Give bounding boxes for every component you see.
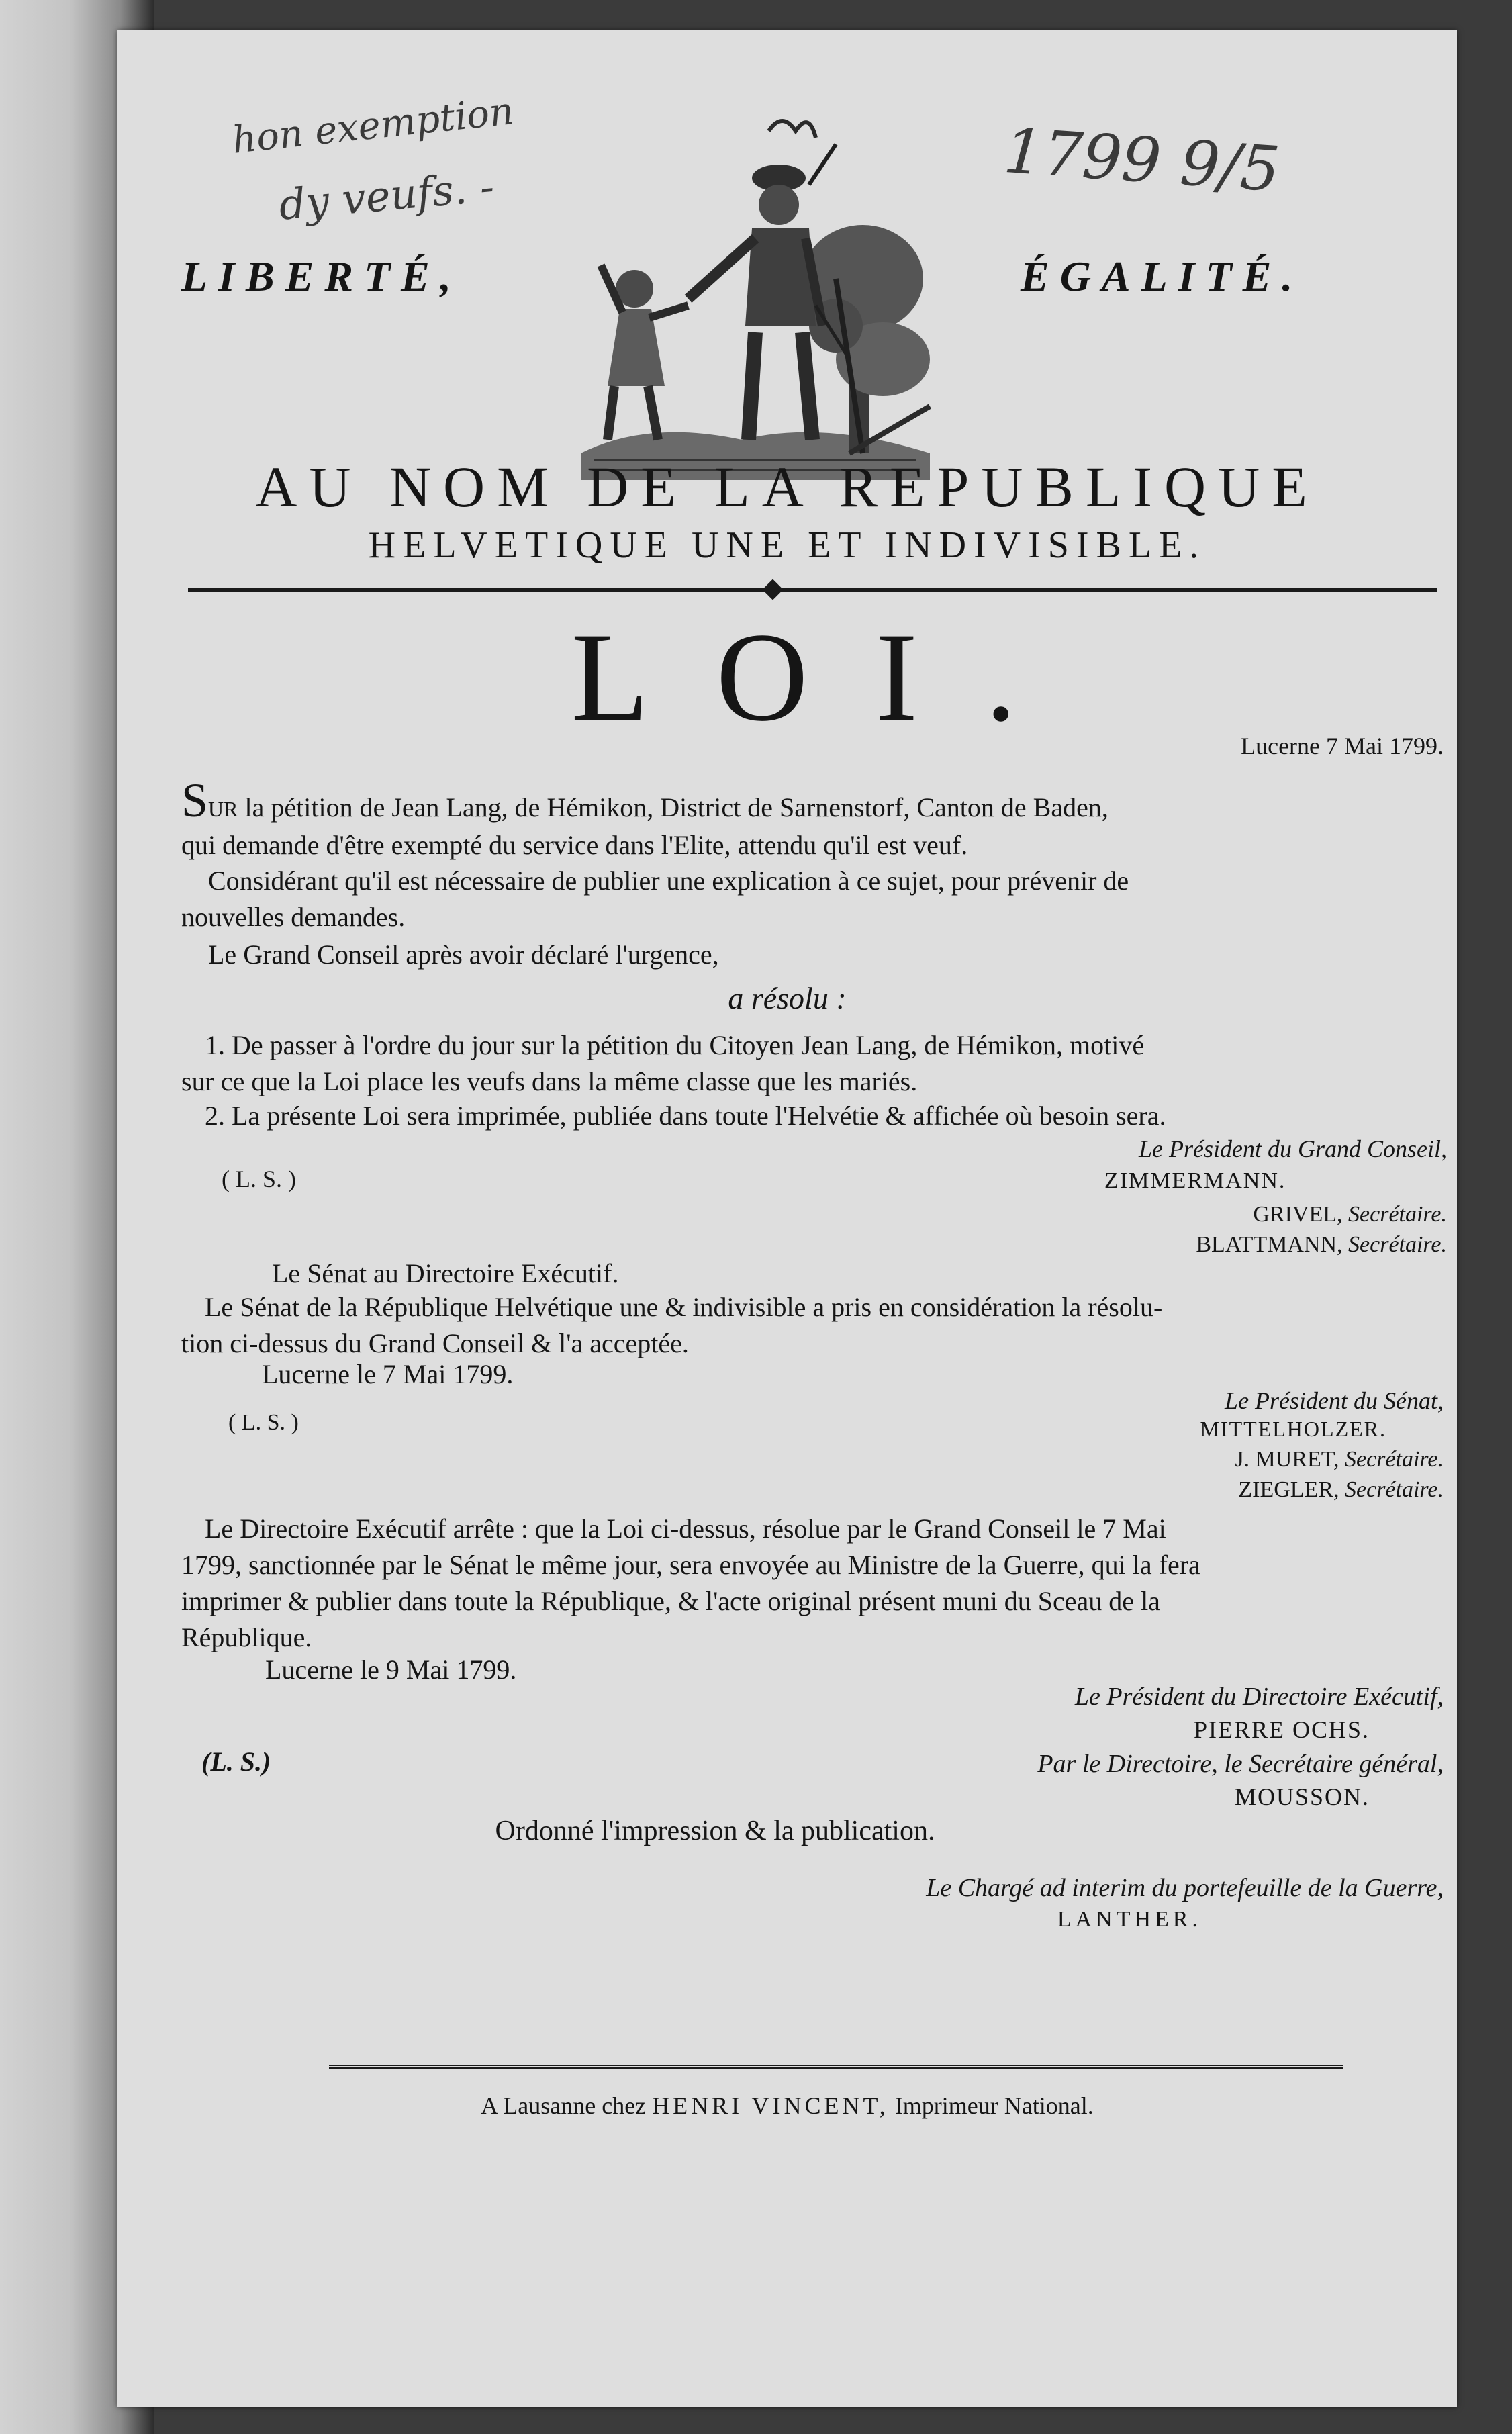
- gc-seal: ( L. S. ): [222, 1166, 296, 1192]
- senat-seal: ( L. S. ): [228, 1410, 299, 1435]
- senat-secretary-2: [1238, 1477, 1444, 1503]
- gc-secretary-2: [1196, 1232, 1447, 1258]
- article-2: 2. La présente Loi sera imprimée, publiée dans toute l'Helvétie & affichée où besoin sera.: [205, 1101, 1166, 1131]
- ornamental-divider: [188, 588, 1437, 592]
- imprint-divider: [329, 2065, 1343, 2074]
- document-type-heading: LOI.: [571, 607, 1084, 748]
- title-helvetique: HELVETIQUE UNE ET INDIVISIBLE.: [368, 524, 1207, 566]
- imprint-line: [117, 2092, 1457, 2120]
- senat-heading: Le Sénat au Directoire Exécutif.: [272, 1258, 619, 1289]
- directoire-seal: (L. S.): [201, 1746, 271, 1777]
- initial-smallcaps: UR: [208, 797, 238, 821]
- senat-secretary-1-name: J. MURET,: [1235, 1447, 1339, 1472]
- title-au-nom: AU NOM DE LA REPUBLIQUE: [255, 455, 1319, 519]
- imprint-suffix: Imprimeur National.: [894, 2092, 1094, 2119]
- article-1: [181, 1027, 1447, 1100]
- handwritten-date-note: 1799 9/5: [1001, 114, 1282, 206]
- gc-president-name: ZIMMERMANN.: [1104, 1168, 1286, 1193]
- document-page: [117, 30, 1457, 2407]
- article-1-line2: sur ce que la Loi place les veufs dans la même classe que les mariés.: [181, 1066, 918, 1096]
- senat-text: [181, 1289, 1447, 1362]
- gc-president-title: Le Président du Grand Conseil,: [1139, 1135, 1447, 1162]
- urgency-line: Le Grand Conseil après avoir déclaré l'urgence,: [208, 939, 719, 970]
- divider-ornament-icon: [762, 579, 783, 600]
- directoire-text-line4: République.: [181, 1622, 312, 1652]
- imprint-printer: HENRI VINCENT,: [652, 2092, 889, 2119]
- article-1-line1: 1. De passer à l'ordre du jour sur la pétition du Citoyen Jean Lang, de Hémikon, motivé: [205, 1030, 1145, 1060]
- directoire-text-line1: Le Directoire Exécutif arrête : que la Loi ci-dessus, résolue par le Grand Conseil le 7 Mai: [205, 1513, 1166, 1544]
- handwritten-note-line2: dy veufs. -: [277, 162, 496, 230]
- considerant-paragraph: [181, 863, 1444, 935]
- directoire-date: Lucerne le 9 Mai 1799.: [265, 1654, 517, 1685]
- gc-secretary-1-name: GRIVEL,: [1253, 1202, 1343, 1227]
- gc-secretary-2-title: Secrétaire.: [1348, 1232, 1447, 1257]
- considerant-line2: nouvelles demandes.: [181, 902, 406, 932]
- petition-line1: la pétition de Jean Lang, de Hémikon, District de Sarnenstorf, Canton de Baden,: [238, 792, 1108, 823]
- william-tell-vignette: [567, 104, 943, 487]
- gc-secretary-1: [1253, 1202, 1447, 1227]
- senat-text-line1: Le Sénat de la République Helvétique une & indivisible a pris en considération la résolu-: [205, 1292, 1163, 1322]
- senat-secretary-1: [1235, 1447, 1444, 1472]
- senat-president-name: MITTELHOLZER.: [1200, 1417, 1386, 1441]
- minister-name: LANTHER.: [1057, 1907, 1202, 1932]
- motto-egalite: ÉGALITÉ.: [1021, 252, 1304, 300]
- drop-initial: S: [181, 774, 209, 827]
- directoire-text-line2: 1799, sanctionnée par le Sénat le même jour, sera envoyée au Ministre de la Guerre, qui la fera: [181, 1550, 1200, 1580]
- motto-liberte: LIBERTÉ,: [181, 252, 462, 300]
- resolved-heading: a résolu :: [728, 981, 847, 1015]
- senat-date: Lucerne le 7 Mai 1799.: [262, 1359, 514, 1389]
- publication-order: Ordonné l'impression & la publication.: [495, 1816, 935, 1846]
- petition-paragraph: [181, 774, 1444, 863]
- senat-text-line2: tion ci-dessus du Grand Conseil & l'a acceptée.: [181, 1328, 689, 1358]
- directoire-secretary-name: MOUSSON.: [1234, 1783, 1370, 1810]
- directoire-secretary-title: Par le Directoire, le Secrétaire général,: [1037, 1750, 1444, 1778]
- gc-secretary-1-title: Secrétaire.: [1348, 1202, 1447, 1227]
- directoire-president-name: PIERRE OCHS.: [1193, 1716, 1370, 1743]
- considerant-line1: Considérant qu'il est nécessaire de publier une explication à ce sujet, pour prévenir de: [208, 865, 1129, 896]
- senat-president-title: Le Président du Sénat,: [1225, 1387, 1444, 1414]
- date-line: Lucerne 7 Mai 1799.: [1241, 733, 1444, 759]
- directoire-text-line3: imprimer & publier dans toute la République, & l'acte original présent muni du Sceau de la: [181, 1586, 1160, 1616]
- imprint-prefix: A Lausanne chez: [481, 2092, 647, 2119]
- handwritten-note-line1: hon exemption: [230, 89, 516, 162]
- senat-secretary-2-title: Secrétaire.: [1345, 1477, 1444, 1502]
- directoire-text: [181, 1511, 1447, 1656]
- senat-secretary-1-title: Secrétaire.: [1345, 1447, 1444, 1472]
- petition-line2: qui demande d'être exempté du service dans l'Elite, attendu qu'il est veuf.: [181, 830, 968, 860]
- minister-title: Le Chargé ad interim du portefeuille de la Guerre,: [926, 1874, 1444, 1902]
- gc-secretary-2-name: BLATTMANN,: [1196, 1232, 1343, 1257]
- senat-secretary-2-name: ZIEGLER,: [1238, 1477, 1339, 1502]
- directoire-president-title: Le Président du Directoire Exécutif,: [1074, 1683, 1444, 1711]
